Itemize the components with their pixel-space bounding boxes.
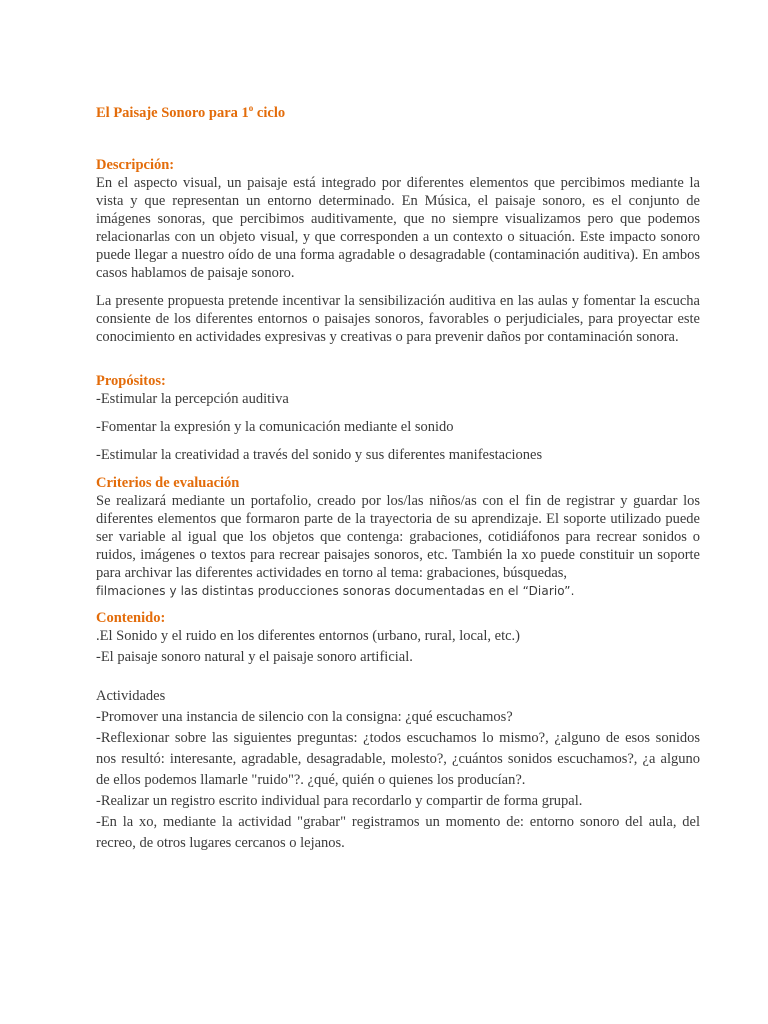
actividad-item: -Realizar un registro escrito individual para recordarlo y compartir de forma grupal. (96, 793, 583, 809)
title-end: ciclo (253, 105, 286, 121)
proposito-item: -Fomentar la expresión y la comunicación mediante el sonido (96, 419, 454, 435)
heading-actividades: Actividades (96, 688, 166, 704)
descripcion-paragraph-2: La presente propuesta pretende incentivar la sensibilización auditiva en las aulas y fomentar la escucha consiente de los diferentes entornos o paisajes sonoros, favorables o perjudiciales, para proyectar este conocimiento en actividades expresivas y creativas o para prevenir daños por contaminación sonora. (96, 293, 700, 345)
actividad-item: -En la xo, mediante la actividad "grabar" registramos un momento de: entorno sonoro del aula, del recreo, de otros lugares cercanos o lejanos. (96, 814, 700, 851)
proposito-item: -Estimular la percepción auditiva (96, 391, 289, 407)
title-text: El Paisaje Sonoro para 1 (96, 105, 249, 121)
heading-contenido: Contenido: (96, 610, 166, 626)
criterios-paragraph-last-line: filmaciones y las distintas producciones sonoras documentadas en el “Diario”. (96, 584, 575, 598)
contenido-item: -El paisaje sonoro natural y el paisaje sonoro artificial. (96, 649, 413, 665)
actividad-item: -Reflexionar sobre las siguientes preguntas: ¿todos escuchamos lo mismo?, ¿alguno de esos sonidos nos resultó: interesante, agradable, desagradable, molesto?, ¿cuántos sonidos escuchamos?, ¿a alguno de ellos podemos llamarle "ruido"?. ¿qué, quién o quienes los producían?. (96, 730, 700, 788)
section-propositos (96, 372, 700, 464)
section-criterios (96, 474, 700, 600)
section-actividades (96, 686, 700, 854)
heading-propositos: Propósitos: (96, 373, 166, 389)
actividad-item: -Promover una instancia de silencio con la consigna: ¿qué escuchamos? (96, 709, 513, 725)
section-descripcion (96, 156, 700, 346)
proposito-item: -Estimular la creatividad a través del sonido y sus diferentes manifestaciones (96, 447, 543, 463)
descripcion-paragraph-1: En el aspecto visual, un paisaje está integrado por diferentes elementos que percibimos mediante la vista y que representan un entorno determinado. En Música, el paisaje sonoro, es el conjunto de imágenes sonoras, que percibimos auditivamente, que no siempre visualizamos pero que podemos relacionarlas con un objeto visual, y que corresponden a un contexto o situación. Este impacto sonoro puede llegar a nuestro oído de una forma agradable o desagradable (contaminación auditiva). En ambos casos hablamos de paisaje sonoro. (96, 175, 700, 281)
heading-descripcion: Descripción: (96, 157, 175, 173)
section-contenido (96, 609, 700, 666)
document-title (96, 104, 285, 122)
contenido-item: .El Sonido y el ruido en los diferentes entornos (urbano, rural, local, etc.) (96, 628, 521, 644)
criterios-paragraph: Se realizará mediante un portafolio, creado por los/las niños/as con el fin de registrar y guardar los diferentes elementos que formaron parte de la trayectoria de su aprendizaje. El soporte utilizado puede ser variable al igual que los objetos que contenga: grabaciones, cotidiáfonos para recrear sonidos o ruidos, imágenes o textos para recrear paisajes sonoros, etc. También la xo puede constituir un soporte para archivar las diferentes actividades en torno al tema: grabaciones, búsquedas, (96, 493, 700, 581)
heading-criterios: Criterios de evaluación (96, 475, 240, 491)
title-superscript: o (248, 103, 254, 113)
